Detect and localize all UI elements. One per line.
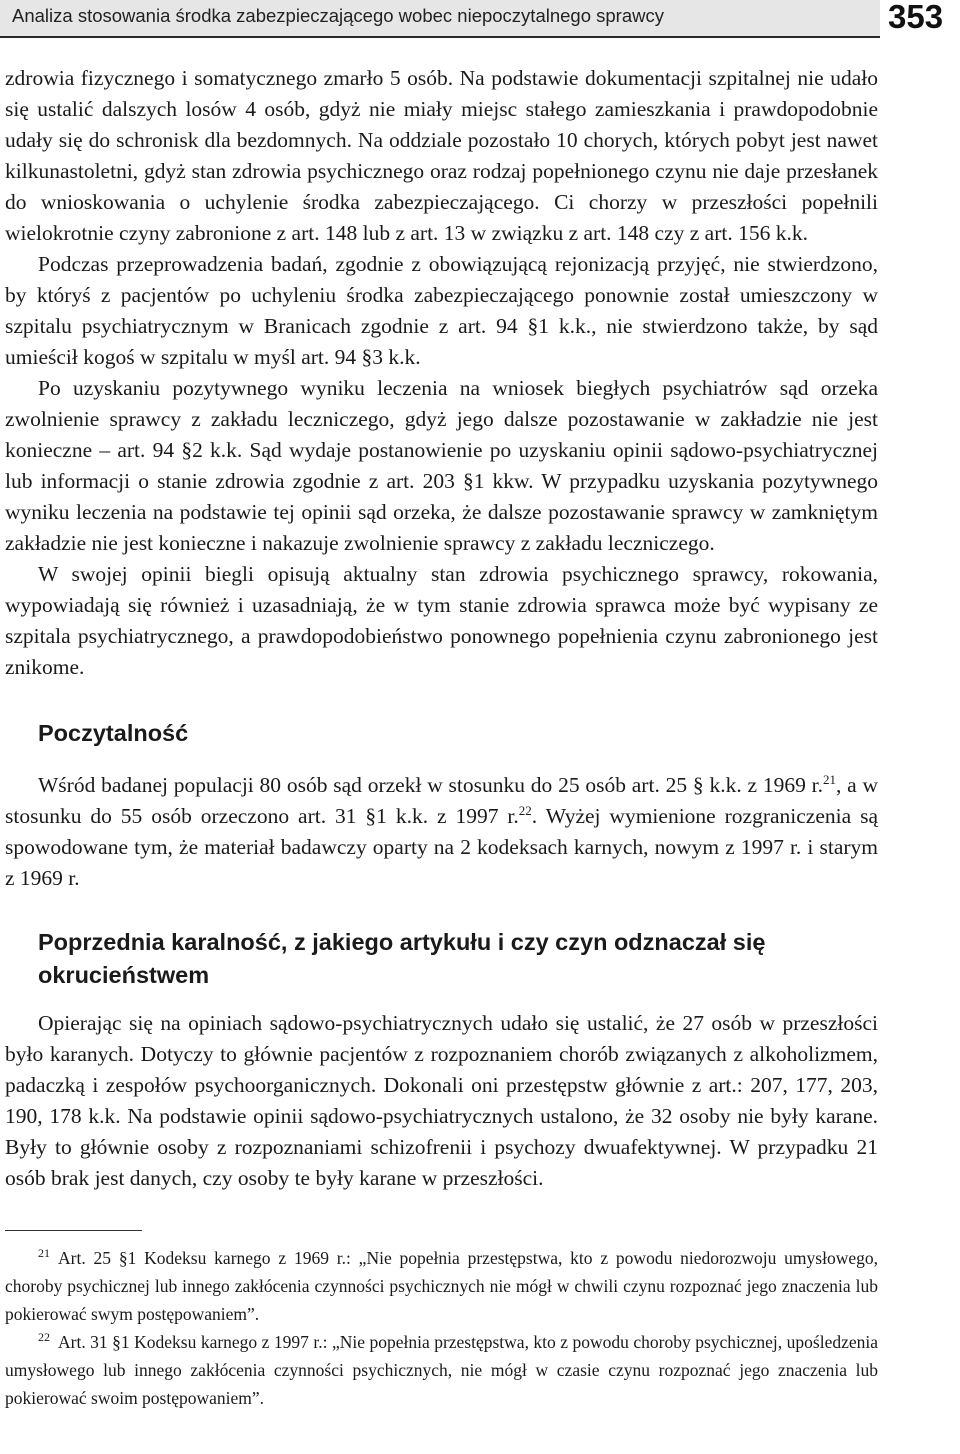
- paragraph-poczytalnosc: [5, 770, 878, 894]
- main-text: [5, 63, 878, 1412]
- footnote-number: 22: [38, 1330, 50, 1344]
- footnote-text: Art. 25 §1 Kodeksu karnego z 1969 r.: „Nie popełnia przestępstwa, kto z powodu niedorozwoju umysłowego, choroby psychicznej lub innego zakłócenia czynności psychicznych nie mógł w chwili czynu rozpoznać jego znaczenia lub pokierować swym postępowaniem”.: [5, 1248, 878, 1324]
- footnote-22: [5, 1328, 878, 1412]
- footnote-number: 21: [38, 1246, 50, 1260]
- footnote-separator: [5, 1230, 142, 1231]
- paragraph-zwolnienie: Po uzyskaniu pozytywnego wyniku leczenia na wniosek biegłych psychiatrów sąd orzeka zwolnienie sprawcy z zakładu leczniczego, gdyż jego dalsze pozostawanie w zakładzie nie jest konieczne – art. 94 §2 k.k. Sąd wydaje postanowienie po uzyskaniu opinii sądowo-psychiatrycznej lub informacji o stanie zdrowia zgodnie z art. 203 §1 kkw. W przypadku uzyskania pozytywnego wyniku leczenia na podstawie tej opinii sąd orzeka, że dalsze pozostawanie sprawcy w zamkniętym zakładzie nie jest konieczne i nakazuje zwolnienie sprawcy z zakładu leczniczego.: [5, 376, 878, 555]
- section-heading-poczytalnosc: Poczytalność: [38, 720, 189, 746]
- paragraph-rejonizacja: Podczas przeprowadzenia badań, zgodnie z obowiązującą rejonizacją przyjęć, nie stwierdzono, by któryś z pacjentów po uchyleniu środka zabezpieczającego ponownie został umieszczony w szpitalu psychiatrycznym w Branicach zgodnie z art. 94 §1 k.k., nie stwierdzono także, by sąd umieścił kogoś w szpitalu w myśl art. 94 §3 k.k.: [5, 252, 878, 369]
- footnote-text: Art. 31 §1 Kodeksu karnego z 1997 r.: „Nie popełnia przestępstwa, kto z powodu choroby psychicznej, upośledzenia umysłowego lub innego zakłócenia czynności psychicznych, nie mógł w czasie czynu rozpoznać jego znaczenia lub pokierować swoim postępowaniem”.: [5, 1332, 878, 1408]
- poczytalnosc-text-a: Wśród badanej populacji 80 osób sąd orzekł w stosunku do 25 osób art. 25 § k.k. z 1969 r.: [38, 773, 823, 797]
- footnote-ref-22[interactable]: 22: [518, 803, 532, 818]
- header-rule: [0, 36, 880, 38]
- footnote-ref-21[interactable]: 21: [822, 772, 836, 787]
- section-heading-karalnosc: Poprzednia karalność, z jakiego artykułu i czy czyn odznaczał się okrucieństwem: [38, 929, 766, 988]
- paragraph-karalnosc: Opierając się na opiniach sądowo-psychiatrycznych udało się ustalić, że 27 osób w przeszłości było karanych. Dotyczy to głównie pacjentów z rozpoznaniem chorób związanych z alkoholizmem, padaczką i zespołów psychoorganicznych. Dokonali oni przestępstw głównie z art.: 207, 177, 203, 190, 178 k.k. Na podstawie opinii sądowo-psychiatrycznych ustalono, że 32 osoby nie były karane. Były to głównie osoby z rozpoznaniami schizofrenii i psychozy dwuafektywnej. W przypadku 21 osób brak jest danych, czy osoby te były karane w przeszłości.: [5, 1011, 878, 1190]
- poczytalnosc-text-c: . Wyżej wymienione rozgraniczenia są spowodowane tym, że materiał badawczy oparty na 2 kodeksach karnych, nowym z 1997 r. i starym z 1969 r.: [5, 804, 878, 890]
- paragraph-opinia-biegli: W swojej opinii biegli opisują aktualny stan zdrowia psychicznego sprawcy, rokowania, wypowiadają się również i uzasadniają, że w tym stanie zdrowia sprawca może być wypisany ze szpitala psychiatrycznego, a prawdopodobieństwo ponownego popełnienia czynu zabronionego jest znikome.: [5, 562, 878, 679]
- running-title: Analiza stosowania środka zabezpieczającego wobec niepoczytalnego sprawcy: [12, 5, 664, 26]
- footnote-21: [5, 1244, 878, 1328]
- page-number: 353: [888, 0, 944, 35]
- paragraph-continued: zdrowia fizycznego i somatycznego zmarło 5 osób. Na podstawie dokumentacji szpitalnej nie udało się ustalić dalszych losów 4 osób, gdyż nie miały miejsc stałego zamieszkania i prawdopodobnie udały się do schronisk dla bezdomnych. Na oddziale pozostało 10 chorych, których pobyt jest nawet kilkunastoletni, gdyż stan zdrowia psychicznego oraz rodzaj popełnionego czynu nie daje przesłanek do wnioskowania o uchylenie środka zabezpieczającego. Ci chorzy w przeszłości popełnili wielokrotnie czyny zabronione z art. 148 lub z art. 13 w związku z art. 148 czy z art. 156 k.k.: [5, 66, 878, 245]
- poczytalnosc-text-b: , a w stosunku do 55 osób orzeczono art. 31 §1 k.k. z 1997 r.: [5, 773, 878, 828]
- running-header: [0, 0, 960, 40]
